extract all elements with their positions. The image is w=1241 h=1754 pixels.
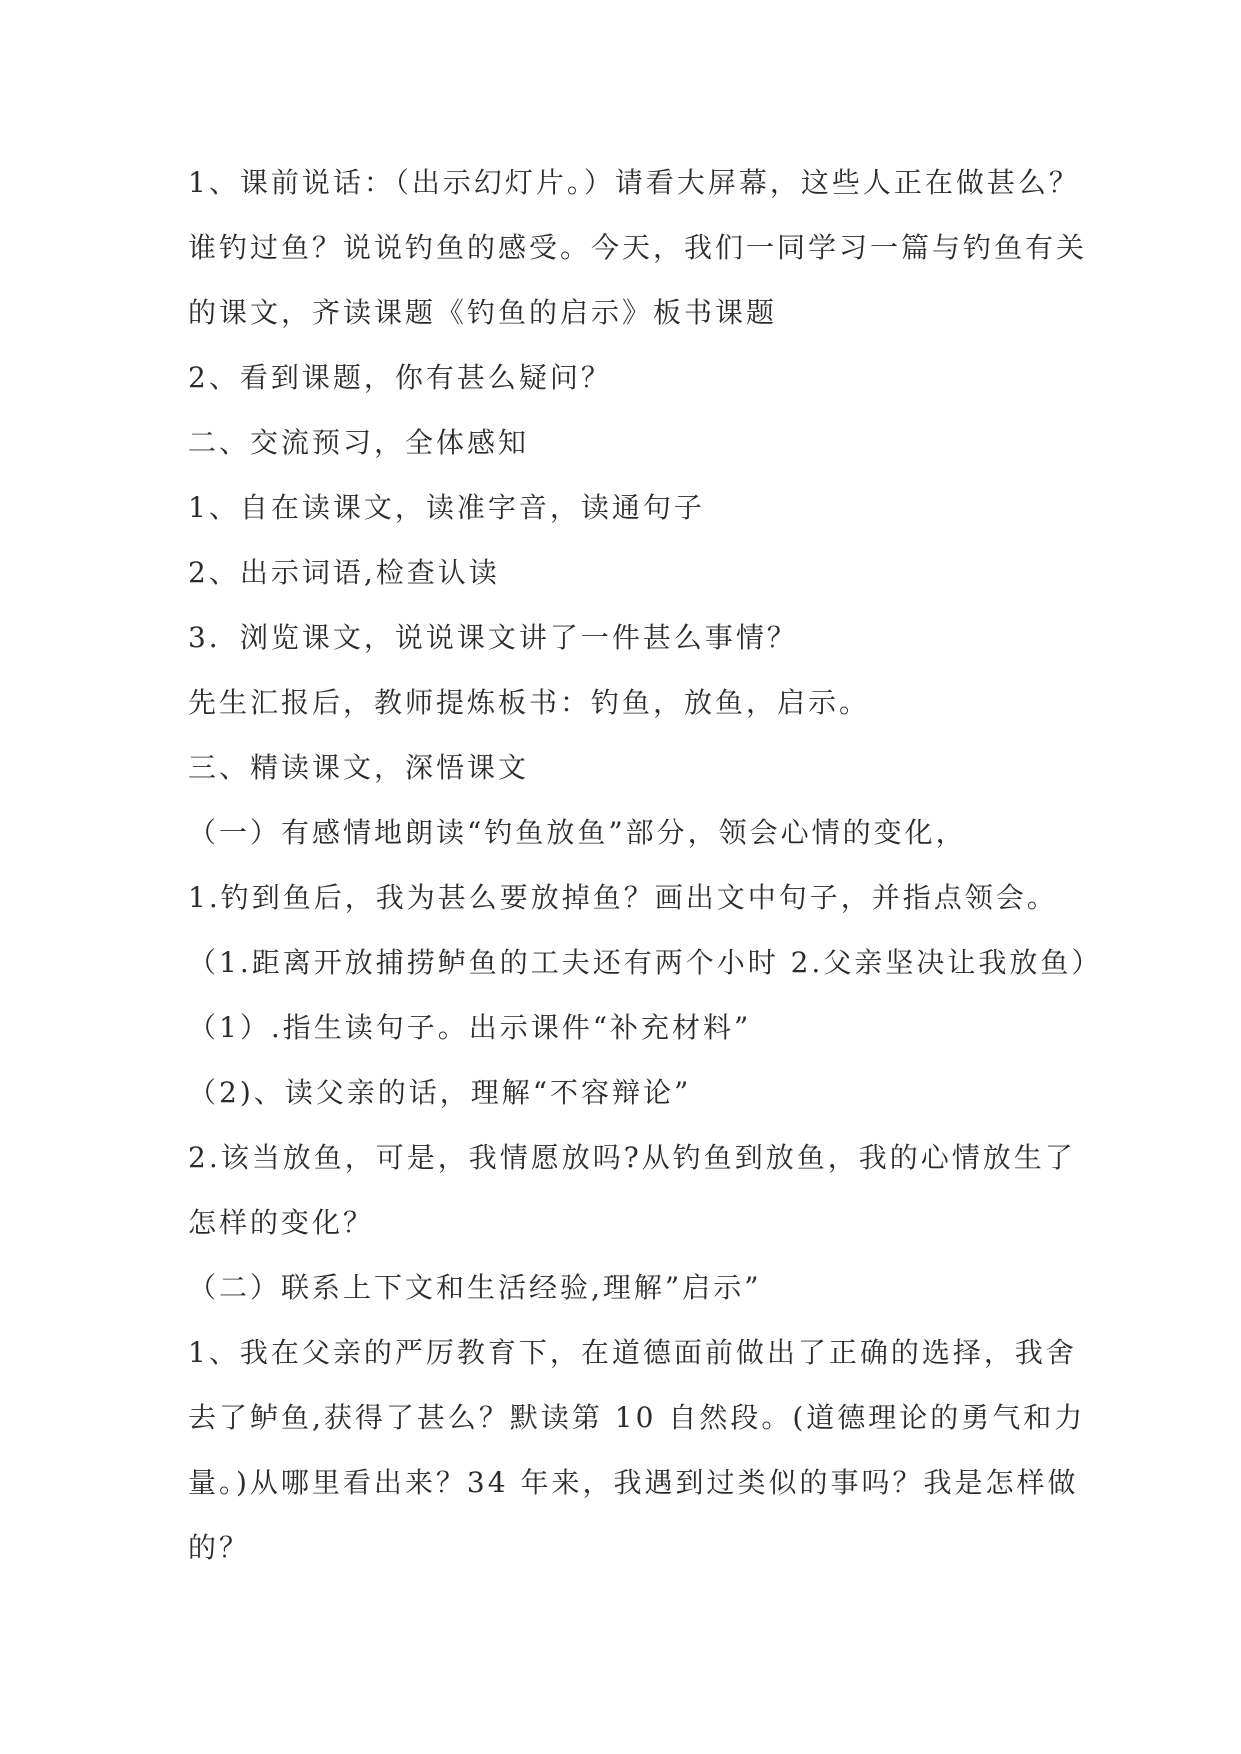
text-line: 去了鲈鱼,获得了甚么？默读第 10 自然段。(道德理论的勇气和力 xyxy=(188,1401,1086,1434)
text-line: 2、出示词语,检查认读 xyxy=(188,556,500,589)
text-line: 谁钓过鱼？说说钓鱼的感受。今天，我们一同学习一篇与钓鱼有关 xyxy=(188,231,1088,264)
text-line: 的课文，齐读课题《钓鱼的启示》板书课题 xyxy=(188,296,778,329)
section-heading: 二、交流预习，全体感知 xyxy=(188,426,530,459)
text-line: 怎样的变化？ xyxy=(188,1206,375,1239)
text-line: 1、自在读课文，读准字音，读通句子 xyxy=(188,491,705,524)
subsection-heading: （二）联系上下文和生活经验,理解”启示” xyxy=(188,1271,762,1304)
text-line: 1、我在父亲的严厉教育下，在道德面前做出了正确的选择，我舍 xyxy=(188,1336,1077,1369)
text-line: 先生汇报后，教师提炼板书：钓鱼，放鱼，启示。 xyxy=(188,686,871,719)
text-line: 3．浏览课文，说说课文讲了一件甚么事情？ xyxy=(188,621,798,654)
text-line: 2、看到课题，你有甚么疑问？ xyxy=(188,361,612,394)
text-line: （1.距离开放捕捞鲈鱼的工夫还有两个小时 2.父亲坚决让我放鱼） xyxy=(188,946,1103,979)
text-line: 1、课前说话：（出示幻灯片。）请看大屏幕，这些人正在做甚么？ xyxy=(188,166,1080,199)
section-heading: 三、精读课文，深悟课文 xyxy=(188,751,530,784)
document-body xyxy=(188,160,1103,1590)
text-line: 1.钓到鱼后，我为甚么要放掉鱼？画出文中句子，并指点领会。 xyxy=(188,881,1058,914)
text-line: （1）.指生读句子。出示课件“补充材料” xyxy=(188,1011,752,1044)
text-line: 量。)从哪里看出来？34 年来，我遇到过类似的事吗？我是怎样做 xyxy=(188,1466,1079,1499)
subsection-heading: （一）有感情地朗读“钓鱼放鱼”部分，领会心情的变化， xyxy=(188,816,967,849)
text-line: 的？ xyxy=(188,1531,251,1564)
text-line: （2)、读父亲的话，理解“不容辩论” xyxy=(188,1076,692,1109)
text-line: 2.该当放鱼，可是，我情愿放吗?从钓鱼到放鱼，我的心情放生了 xyxy=(188,1141,1076,1174)
